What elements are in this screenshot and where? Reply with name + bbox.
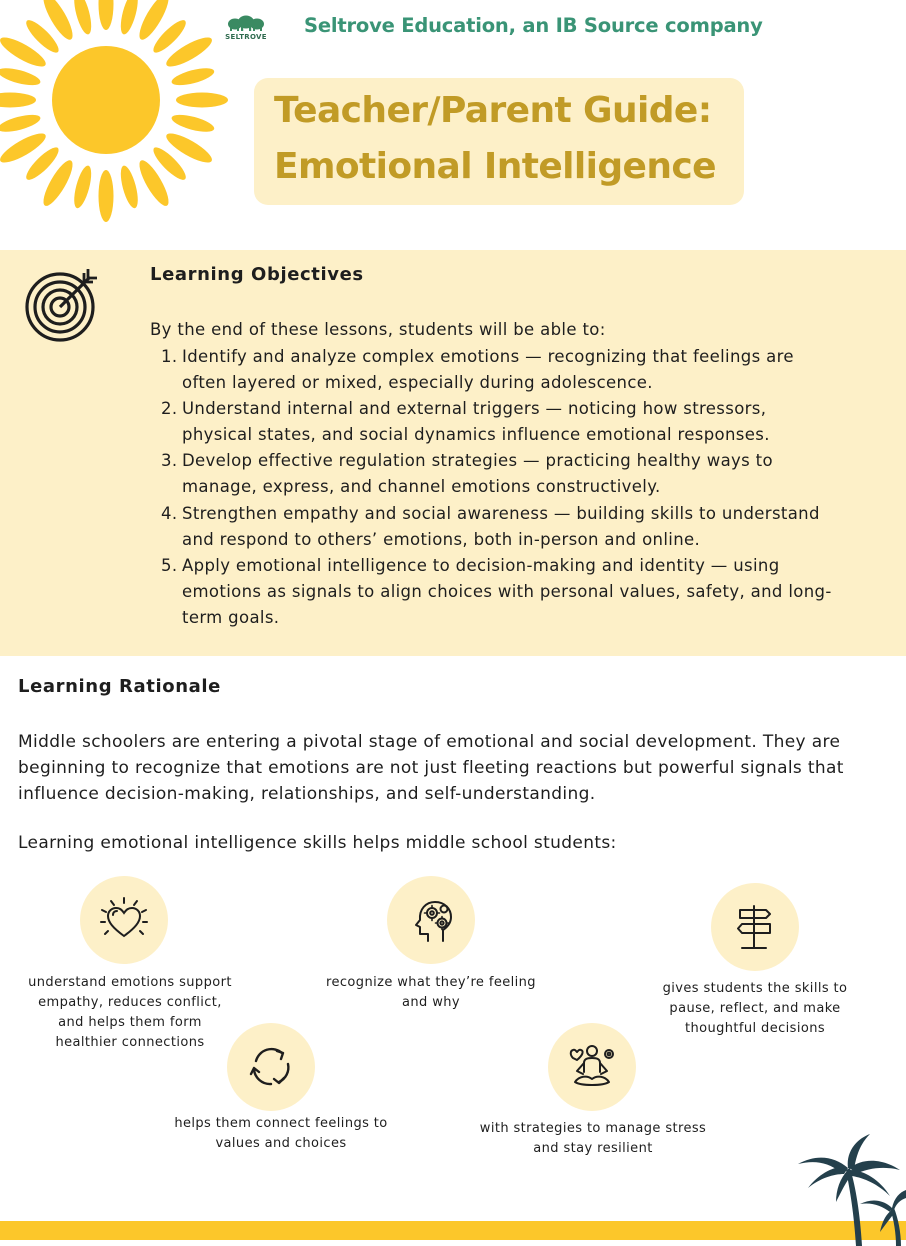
- benefit-caption: [316, 973, 546, 1013]
- objective-line: often layered or mixed, especially during adolescence.: [182, 373, 653, 392]
- objective-line: Identify and analyze complex emotions — recognizing that feelings are: [182, 347, 794, 366]
- sun-ray: [99, 170, 114, 222]
- palm-tree-illustration: [790, 1128, 906, 1246]
- caption-line: and why: [402, 995, 460, 1010]
- benefits-lead: Learning emotional intelligence skills helps middle school students:: [18, 833, 617, 853]
- page-title-line-1: Teacher/Parent Guide:: [274, 90, 712, 131]
- objectives-heading: Learning Objectives: [150, 264, 364, 285]
- sun-ray: [99, 0, 114, 30]
- benefit-caption: [20, 973, 240, 1053]
- learning-objectives-panel: [0, 250, 906, 656]
- objective-line: Apply emotional intelligence to decision-making and identity — using: [182, 556, 780, 575]
- target-icon: [22, 262, 102, 342]
- caption-line: empathy, reduces conflict,: [38, 995, 222, 1010]
- sun-ray: [170, 65, 216, 89]
- benefit-caption: [468, 1119, 718, 1159]
- cycle-icon-circle: [227, 1023, 315, 1111]
- caption-line: with strategies to manage stress: [479, 1121, 707, 1136]
- caption-line: and stay resilient: [533, 1141, 653, 1156]
- caption-line: thoughtful decisions: [684, 1021, 826, 1036]
- caption-line: gives students the skills to: [662, 981, 848, 996]
- objective-line: and respond to others’ emotions, both in-person and online.: [182, 530, 701, 549]
- cycle-arrows-icon: [246, 1042, 296, 1092]
- page-title-line-2: Emotional Intelligence: [274, 146, 716, 187]
- heart-icon-circle: [80, 876, 168, 964]
- objective-line: manage, express, and channel emotions constructively.: [182, 477, 661, 496]
- meditation-icon-circle: [548, 1023, 636, 1111]
- head-gears-icon-circle: [387, 876, 475, 964]
- rationale-paragraph: [18, 729, 844, 807]
- objective-number: 1.: [161, 347, 178, 366]
- sun-ray: [0, 93, 36, 108]
- sun-ray: [176, 93, 228, 108]
- signpost-icon: [730, 902, 780, 952]
- caption-line: helps them connect feelings to: [174, 1116, 388, 1131]
- bottom-accent-bar: [0, 1221, 906, 1240]
- sun-ray: [71, 0, 95, 36]
- objective-item: [161, 501, 820, 553]
- sun-ray: [0, 111, 42, 135]
- objectives-intro: By the end of these lessons, students will be able to:: [150, 320, 606, 339]
- heart-icon: [99, 895, 149, 945]
- caption-line: pause, reflect, and make: [669, 1001, 841, 1016]
- objective-line: Understand internal and external triggers — noticing how stressors,: [182, 399, 767, 418]
- objective-line: term goals.: [182, 608, 280, 627]
- caption-line: values and choices: [215, 1136, 347, 1151]
- paragraph-line: influence decision-making, relationships, and self-understanding.: [18, 784, 596, 804]
- objective-number: 2.: [161, 399, 178, 418]
- title-box: [254, 78, 744, 205]
- objective-number: 3.: [161, 451, 178, 470]
- objective-line: emotions as signals to align choices with personal values, safety, and long-: [182, 582, 832, 601]
- sun-ray: [170, 111, 216, 135]
- caption-line: recognize what they’re feeling: [326, 975, 536, 990]
- sun-ray: [0, 65, 42, 89]
- objective-item: [161, 344, 794, 396]
- seltrove-logo: [224, 14, 268, 44]
- sun-ray: [117, 0, 141, 36]
- benefit-caption: [170, 1114, 392, 1154]
- sun-ray: [117, 164, 141, 210]
- paragraph-line: beginning to recognize that emotions are not just fleeting reactions but powerful signals that: [18, 758, 844, 778]
- sun-illustration: [0, 0, 250, 240]
- head-gears-icon: [406, 895, 456, 945]
- company-name: Seltrove Education, an IB Source company: [304, 14, 763, 37]
- caption-line: understand emotions support: [28, 975, 232, 990]
- rationale-heading: Learning Rationale: [18, 676, 221, 697]
- objective-number: 5.: [161, 556, 178, 575]
- elephants-logo-icon: [226, 14, 266, 32]
- objective-item: [161, 448, 773, 500]
- caption-line: healthier connections: [55, 1035, 205, 1050]
- caption-line: and helps them form: [58, 1015, 202, 1030]
- paragraph-line: Middle schoolers are entering a pivotal stage of emotional and social development. They are: [18, 732, 841, 752]
- objective-item: [161, 553, 832, 631]
- meditation-icon: [567, 1042, 617, 1092]
- logo-text: SELTROVE: [225, 33, 267, 41]
- signpost-icon-circle: [711, 883, 799, 971]
- objective-line: Develop effective regulation strategies — practicing healthy ways to: [182, 451, 773, 470]
- objective-item: [161, 396, 770, 448]
- benefit-caption: [654, 979, 856, 1039]
- objective-number: 4.: [161, 504, 178, 523]
- sun-ray: [71, 164, 95, 210]
- objective-line: Strengthen empathy and social awareness — building skills to understand: [182, 504, 820, 523]
- objective-line: physical states, and social dynamics influence emotional responses.: [182, 425, 770, 444]
